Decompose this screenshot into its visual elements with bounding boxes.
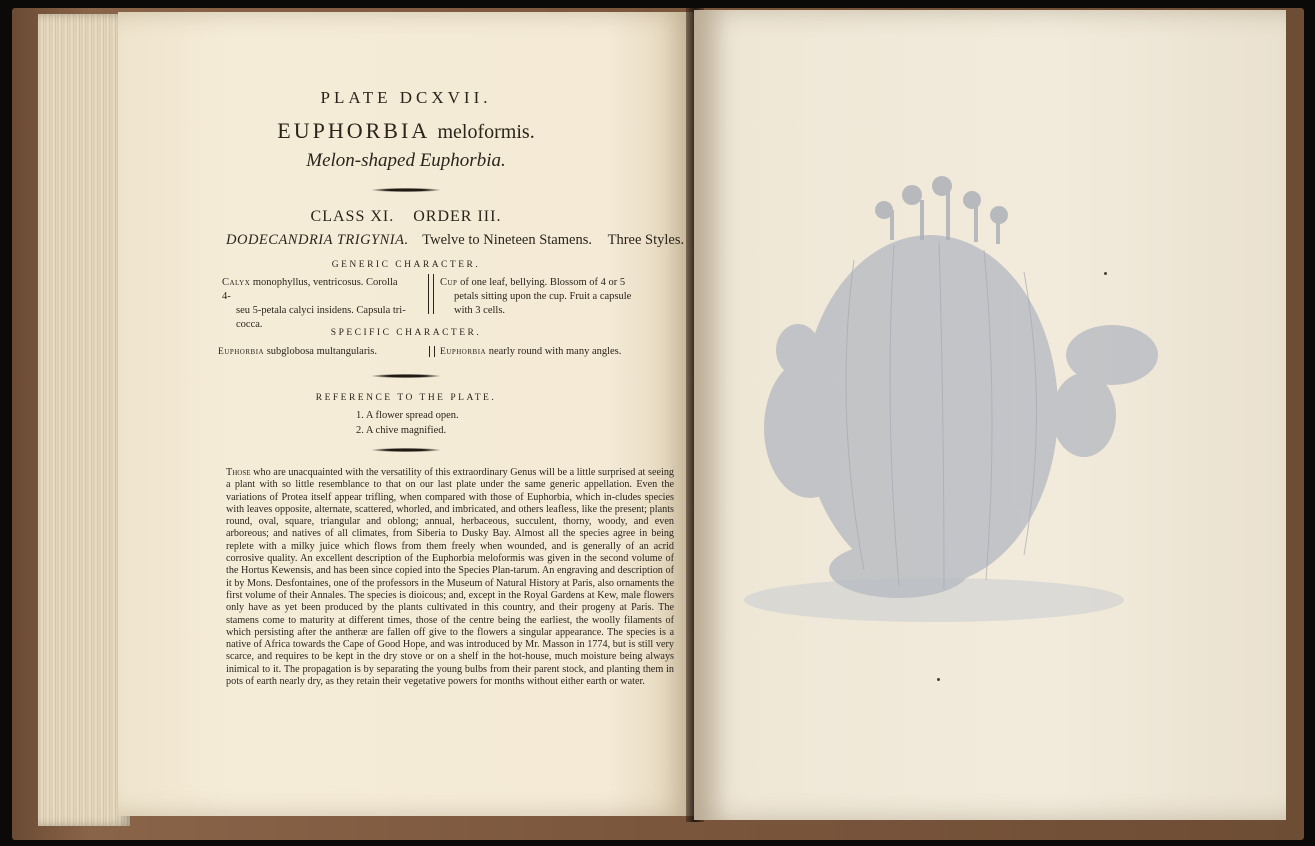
latin-line: cocca. xyxy=(236,319,263,330)
reference-heading: REFERENCE TO THE PLATE. xyxy=(315,393,497,403)
latin-lead: Calyx xyxy=(222,277,251,288)
english-text: nearly round with many angles. xyxy=(488,346,622,357)
class-order-line xyxy=(118,208,694,226)
description-line: of Good Hope, and was introduced by Mr. Masson in 1774, but is still very scarce, and requires to be xyxy=(226,639,674,663)
plant-show-through-illustration xyxy=(694,10,1286,820)
english-lead: Cup xyxy=(440,277,458,288)
specific-character-latin xyxy=(218,345,418,359)
paper-speck xyxy=(937,678,940,681)
description-line: those of the centre being the earliest, the woolly filaments of which persisting after the antheræ are xyxy=(226,614,674,638)
description-line: nearly dry, as they retain their vegetative powers for months without either earth or water. xyxy=(279,676,645,688)
description-line: who are unacquainted with the versatility of this extraordinary Genus will be a little surprised xyxy=(253,467,636,478)
description-line: kept in the dry stove or on a shelf in the hot-house, much moisture being always inimical to it. The xyxy=(226,651,675,675)
generic-character-english xyxy=(440,276,654,318)
description-line: and, except in the Royal Gardens at Kew, male flowers only have as yet been produced by the plants xyxy=(226,589,674,614)
description-line: of Natural History at Paris, also ornaments the first volume of their Annales. The species is dioicous; xyxy=(226,577,674,601)
description-paragraph xyxy=(226,467,674,688)
description-line: woody, and even arboreous; and natives of all climates, from Siberia to Dusky Bay. Almost all the xyxy=(226,516,675,540)
plate-number: PLATE DCXVII. xyxy=(320,88,492,107)
description-lead: Those xyxy=(226,467,251,478)
class-label: CLASS XI. xyxy=(310,208,395,225)
specific-character-english xyxy=(440,345,660,359)
latin-line: seu 5-petala calyci insidens. Capsula tri- xyxy=(236,305,406,316)
description-line: the present; plants round, oval, square, triangular and oblong; annual, herbaceous, succulent, thorny, xyxy=(226,503,675,528)
description-line: Even the variations of Protea itself appear trifling, when compared with those of Euphorbia, which in- xyxy=(226,479,675,503)
description-line: propagation is by separating the young bulbs from their parent stock, and planting them in pots of earth xyxy=(226,663,675,688)
order-label: ORDER III. xyxy=(413,208,502,225)
column-divider xyxy=(428,274,434,314)
ornamental-rule xyxy=(371,188,441,192)
description-line: fallen off give to the flowers a singular appearance. The species is a native of Africa towards the Cape xyxy=(226,626,674,651)
page-edges xyxy=(38,14,130,826)
latin-line: monophyllus, ventricosus. Corolla 4- xyxy=(222,277,398,302)
latin-lead: Euphorbia xyxy=(218,347,265,357)
plant-title xyxy=(118,118,694,144)
description-line: generally of an acrid corrosive quality. An excellent description of the Euphorbia meloformis was xyxy=(226,540,675,565)
english-line: with 3 cells. xyxy=(454,305,506,316)
paper-speck xyxy=(1104,272,1107,275)
species-name: meloformis. xyxy=(437,121,535,143)
system-name: DODECANDRIA TRIGYNIA. xyxy=(226,232,409,248)
description-line: cludes species with leaves opposite, alternate, scattered, whorled, and imbricated, and others leafless, like xyxy=(226,491,674,515)
common-name: Melon-shaped Euphorbia. xyxy=(306,150,506,171)
plant-flowers xyxy=(875,176,1008,244)
description-line: given in the second volume of the Hortus Kewensis, and has been since copied into the Species Plan- xyxy=(226,553,675,577)
english-lead: Euphorbia xyxy=(440,347,487,357)
reference-item: 2. A chive magnified. xyxy=(356,425,447,436)
ornamental-rule xyxy=(371,374,441,378)
right-page xyxy=(694,10,1286,820)
ornamental-rule xyxy=(371,448,441,452)
reference-item: 1. A flower spread open. xyxy=(356,410,459,421)
system-description-styles: Three Styles. xyxy=(607,232,685,248)
latin-text: subglobosa multangularis. xyxy=(266,346,377,357)
english-line: petals sitting upon the cup. Fruit a capsule xyxy=(454,291,632,302)
plant-body xyxy=(764,235,1158,598)
description-line: cultivated in this country, and their progeny at Paris. The stamens come to maturity at different times, xyxy=(226,602,675,626)
description-line: at seeing a plant with so little resemblance to that on our last plate under the same generic appellation. xyxy=(226,467,675,491)
system-description-stamens: Twelve to Nineteen Stamens. xyxy=(422,232,592,248)
description-line: species agree in being replete with a milky juice which flows from them freely when wounded, and is xyxy=(226,528,675,552)
specific-character-heading: SPECIFIC CHARACTER. xyxy=(330,328,482,338)
description-line: tarum. An engraving and description of it by Mons. Desfontaines, one of the professors in the Museum xyxy=(226,565,674,589)
english-line: of one leaf, bellying. Blossom of 4 or 5 xyxy=(460,277,626,288)
column-divider xyxy=(429,346,435,357)
linnaean-system-line xyxy=(226,232,684,249)
generic-character-latin xyxy=(222,276,408,332)
generic-character-heading: GENERIC CHARACTER. xyxy=(331,260,481,270)
left-page xyxy=(118,12,694,816)
genus-name: EUPHORBIA xyxy=(277,118,429,143)
